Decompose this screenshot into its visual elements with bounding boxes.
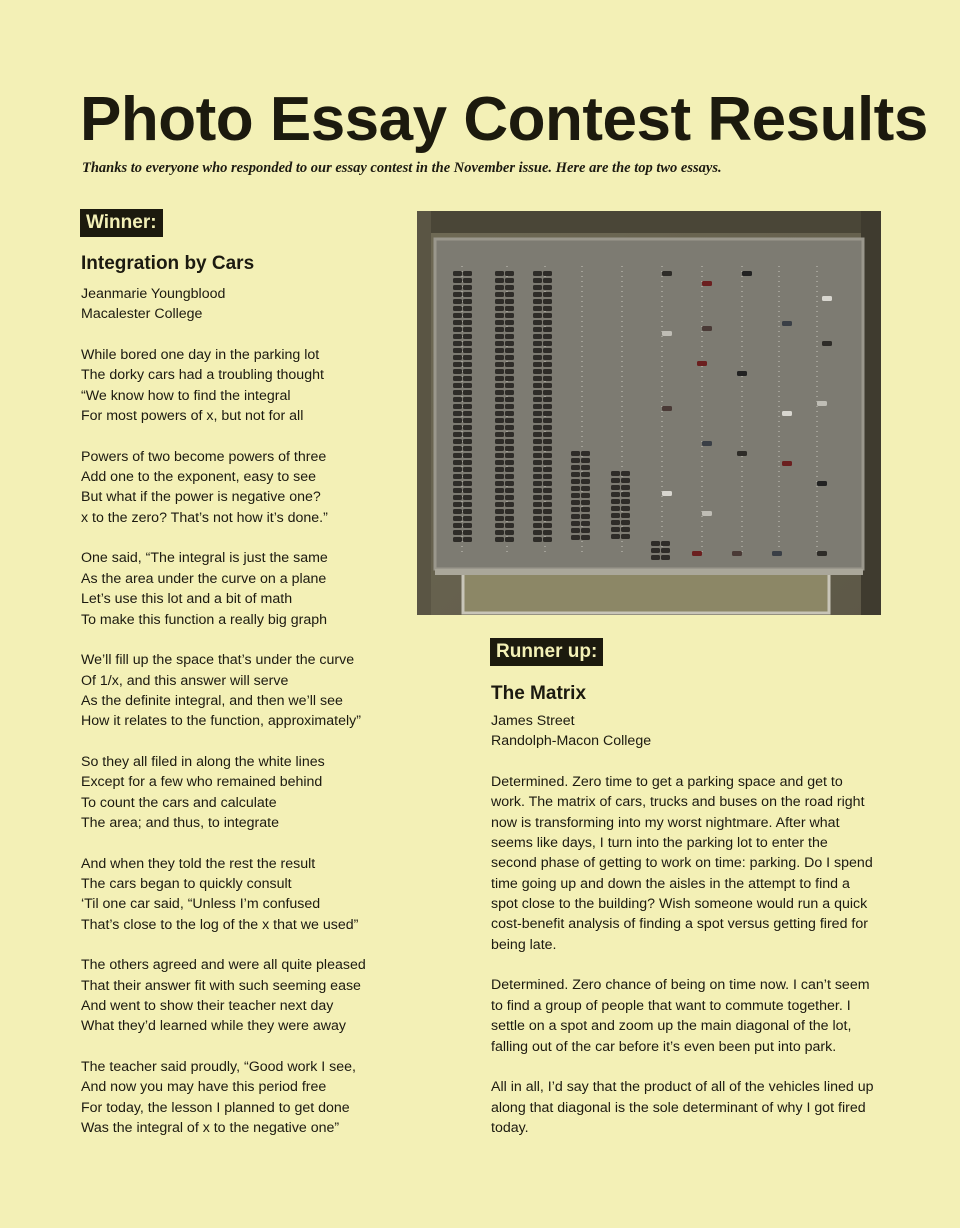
winner-school: Macalester College bbox=[81, 306, 203, 323]
stanza-line: How it relates to the function, approximately” bbox=[81, 713, 361, 730]
stanza-line: x to the zero? That’s not how it’s done.” bbox=[81, 509, 328, 526]
paragraph-line: All in all, I’d say that the product of all of the vehicles lined up bbox=[491, 1079, 874, 1096]
stanza-line: To count the cars and calculate bbox=[81, 794, 277, 811]
stanza-line: “We know how to find the integral bbox=[81, 387, 291, 404]
stanza-line: That’s close to the log of the x that we used” bbox=[81, 916, 359, 933]
stanza-line: What they’d learned while they were away bbox=[81, 1018, 346, 1035]
paragraph-line: along that diagonal is the sole determinant of why I got fired bbox=[491, 1099, 866, 1116]
stanza-line: The others agreed and were all quite pleased bbox=[81, 957, 366, 974]
paragraph-line: to find a group of people that want to commute together. I bbox=[491, 997, 851, 1014]
runner-up-school: Randolph-Macon College bbox=[491, 733, 652, 750]
stanza-line: The area; and thus, to integrate bbox=[81, 814, 279, 831]
stanza-line: We’ll fill up the space that’s under the curve bbox=[81, 652, 355, 669]
paragraph-line: falling out of the car before it’s even been put into park. bbox=[491, 1038, 837, 1055]
runner-up-essay bbox=[491, 711, 886, 1159]
paragraph-line: seems like days, I turn into the parking lot to enter the bbox=[491, 835, 828, 852]
paragraph bbox=[491, 772, 886, 955]
stanza-line: As the definite integral, and then we’ll see bbox=[81, 692, 343, 709]
winner-byline bbox=[81, 284, 401, 325]
page-title: Photo Essay Contest Results bbox=[80, 85, 928, 154]
stanza bbox=[81, 548, 401, 629]
stanza-line: One said, “The integral is just the same bbox=[81, 550, 328, 567]
winner-author: Jeanmarie Youngblood bbox=[81, 286, 226, 302]
runner-up-byline bbox=[491, 711, 886, 752]
stanza bbox=[81, 854, 401, 935]
stanza-line: Let’s use this lot and a bit of math bbox=[81, 591, 293, 608]
stanza-line: Add one to the exponent, easy to see bbox=[81, 469, 317, 486]
winner-poem bbox=[81, 345, 401, 1138]
paragraph-line: second phase of getting to work on time: parking. Do I spend bbox=[491, 855, 873, 872]
stanza-line: But what if the power is negative one? bbox=[81, 489, 321, 506]
stanza bbox=[81, 955, 401, 1036]
winner-essay bbox=[81, 284, 401, 1159]
parking-lot-photo bbox=[417, 211, 881, 615]
stanza-line: Except for a few who remained behind bbox=[81, 774, 323, 791]
paragraph bbox=[491, 975, 886, 1056]
stanza-line: So they all filed in along the white lines bbox=[81, 753, 325, 770]
runner-up-prose bbox=[491, 772, 886, 1138]
paragraph-line: settle on a spot and zoom up the main diagonal of the lot, bbox=[491, 1018, 852, 1035]
paragraph bbox=[491, 1077, 886, 1138]
stanza bbox=[81, 1057, 401, 1138]
paragraph-line: work. The matrix of cars, trucks and buses on the road right bbox=[491, 794, 865, 811]
stanza bbox=[81, 752, 401, 833]
page-subtitle: Thanks to everyone who responded to our essay contest in the November issue. Here are the top two essays. bbox=[82, 160, 722, 176]
paragraph-line: cost-benefit analysis of finding a spot versus getting fired for bbox=[491, 916, 868, 933]
paragraph-line: now is transforming into my worst nightmare. After what bbox=[491, 814, 840, 831]
paragraph-line: spot close to the building? Wish someone would run a quick bbox=[491, 896, 868, 913]
paragraph-line: Determined. Zero time to get a parking space and get to bbox=[491, 774, 843, 791]
stanza-line: And went to show their teacher next day bbox=[81, 998, 334, 1015]
runner-up-essay-title: The Matrix bbox=[491, 683, 587, 704]
stanza-line: And when they told the rest the result bbox=[81, 855, 316, 872]
runner-up-author: James Street bbox=[491, 713, 575, 729]
stanza-line: That their answer fit with such seeming ease bbox=[81, 977, 361, 994]
stanza-line: Of 1/x, and this answer will serve bbox=[81, 672, 289, 689]
stanza-line: While bored one day in the parking lot bbox=[81, 347, 320, 364]
paragraph-line: being late. bbox=[491, 936, 557, 953]
stanza-line: The teacher said proudly, “Good work I see, bbox=[81, 1059, 356, 1076]
stanza-line: And now you may have this period free bbox=[81, 1079, 327, 1096]
runner-up-tag: Runner up: bbox=[490, 638, 603, 666]
stanza-line: For today, the lesson I planned to get done bbox=[81, 1099, 350, 1116]
paragraph-line: today. bbox=[491, 1119, 529, 1136]
stanza bbox=[81, 447, 401, 528]
stanza-line: ‘Til one car said, “Unless I’m confused bbox=[81, 896, 321, 913]
stanza-line: For most powers of x, but not for all bbox=[81, 408, 304, 425]
stanza-line: The cars began to quickly consult bbox=[81, 875, 292, 892]
stanza bbox=[81, 650, 401, 731]
stanza-line: The dorky cars had a troubling thought bbox=[81, 367, 324, 384]
stanza bbox=[81, 345, 401, 426]
paragraph-line: Determined. Zero chance of being on time now. I can’t seem bbox=[491, 977, 870, 994]
winner-tag: Winner: bbox=[80, 209, 163, 237]
stanza-line: As the area under the curve on a plane bbox=[81, 570, 327, 587]
paragraph-line: time going up and down the aisles in the attempt to find a bbox=[491, 875, 850, 892]
stanza-line: Was the integral of x to the negative one” bbox=[81, 1120, 340, 1137]
stanza-line: Powers of two become powers of three bbox=[81, 448, 327, 465]
winner-essay-title: Integration by Cars bbox=[81, 253, 255, 274]
stanza-line: To make this function a really big graph bbox=[81, 611, 328, 628]
